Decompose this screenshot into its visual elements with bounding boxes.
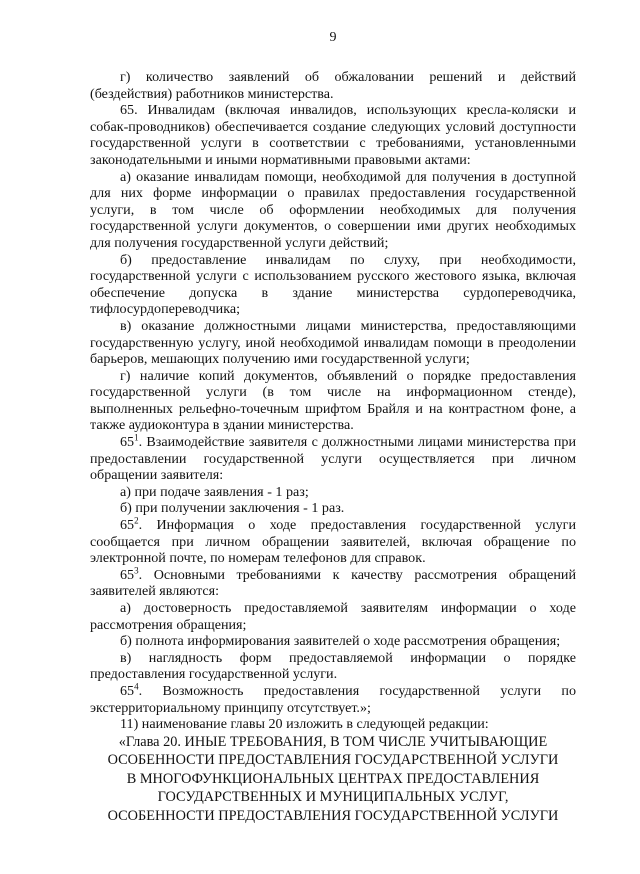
paragraph-text: г) наличие копий документов, объявлений о порядке предоставления государственной услуги (в том числе на информационном стенде), выполненных рельефно-точечным шрифтом Брайля и на контрастном фоне, а также аудиоконтура в здании министерства.: [90, 367, 576, 434]
paragraph: [90, 600, 576, 633]
paragraph: [90, 517, 576, 567]
body-text: [90, 69, 576, 733]
chapter-heading-line: ОСОБЕННОСТИ ПРЕДОСТАВЛЕНИЯ ГОСУДАРСТВЕННОЙ УСЛУГИ: [107, 752, 559, 769]
paragraph: [90, 650, 576, 683]
paragraph: [90, 567, 576, 600]
paragraph-number: $65^4$: [120, 681, 139, 699]
paragraph-text: а) при подаче заявления - 1 раз;: [120, 483, 309, 500]
paragraph-text: . Взаимодействие заявителя с должностными лицами министерства при предоставлении государственной услуги осуществляется при личном обращении заявителя:: [90, 434, 576, 484]
paragraph-text: . Возможность предоставления государственной услуги по экстерриториальному принципу отсутствует.»;: [90, 682, 576, 716]
paragraph-text: в) наглядность форм предоставляемой информации о порядке предоставления государственной услуги.: [90, 649, 576, 683]
paragraph: [90, 69, 576, 102]
paragraph: [90, 484, 576, 501]
paragraph-text: в) оказание должностными лицами министерства, предоставляющими государственную услугу, иной необходимой инвалидам помощи в преодолении барьеров, мешающих получению ими государственной услуги;: [90, 317, 576, 368]
paragraph-text: 11) наименование главы 20 изложить в следующей редакции:: [120, 716, 489, 733]
paragraph-text: 65. Инвалидам (включая инвалидов, использующих кресла-коляски и собак-проводников) обеспечивается создание следующих условий доступности государственной услуги в соответствии с требованиями, установленными законодательными и иными нормативными правовыми актами:: [90, 102, 576, 168]
chapter-heading-line: В МНОГОФУНКЦИОНАЛЬНЫХ ЦЕНТРАХ ПРЕДОСТАВЛЕНИЯ: [126, 770, 540, 787]
paragraph-number: $65^3$: [120, 565, 139, 583]
chapter-heading-line: «Глава 20. ИНЫЕ ТРЕБОВАНИЯ, В ТОМ ЧИСЛЕ УЧИТЫВАЮЩИЕ: [118, 733, 548, 750]
paragraph-number: $65^1$: [120, 432, 139, 451]
paragraph: [90, 633, 576, 650]
paragraph-text: г) количество заявлений об обжаловании решений и действий (бездействия) работников министерства.: [90, 69, 576, 102]
paragraph-number-superscript: 4: [134, 681, 139, 692]
paragraph-text: . Основными требованиями к качеству рассмотрения обращений заявителей являются:: [90, 566, 576, 600]
paragraph: [90, 318, 576, 368]
paragraph: [90, 368, 576, 434]
paragraph-text: б) полнота информирования заявителей о ходе рассмотрения обращения;: [120, 633, 561, 650]
paragraph: [90, 500, 576, 517]
chapter-heading: [90, 733, 576, 826]
paragraph: [90, 102, 576, 168]
chapter-heading-line: ГОСУДАРСТВЕННЫХ И МУНИЦИПАЛЬНЫХ УСЛУГ,: [157, 789, 509, 806]
paragraph: [90, 434, 576, 484]
paragraph-number: $65^2$: [120, 515, 139, 534]
paragraph-text: б) при получении заключения - 1 раз.: [120, 500, 345, 517]
paragraph-text: а) достоверность предоставляемой заявителям информации о ходе рассмотрения обращения;: [90, 600, 576, 633]
paragraph: [90, 683, 576, 716]
paragraph-text: б) предоставление инвалидам по слуху, при необходимости, государственной услуги с использованием русского жестового языка, включая обеспечение допуска в здание министерства сурдопереводчика, тифлосурдопереводчика;: [90, 251, 576, 318]
chapter-heading-line: ОСОБЕННОСТИ ПРЕДОСТАВЛЕНИЯ ГОСУДАРСТВЕННОЙ УСЛУГИ: [107, 807, 559, 824]
paragraph-number-superscript: 1: [134, 432, 139, 443]
page-number: 9: [329, 30, 337, 45]
paragraph-text: . Информация о ходе предоставления государственной услуги сообщается при личном обращении заявителей, включая обращение по электронной почте, по номерам телефонов для справок.: [90, 517, 576, 567]
paragraph: [90, 252, 576, 318]
paragraph: [90, 716, 576, 733]
paragraph: [90, 169, 576, 252]
paragraph-number-superscript: 3: [134, 565, 139, 576]
paragraph-text: а) оказание инвалидам помощи, необходимой для получения в доступной для них форме информации о правилах предоставления государственной услуги, в том числе об оформлении необходимых для получения государственной услуги документов, о совершении ими других необходимых для получения государственной услуги действий;: [90, 168, 576, 251]
paragraph-number-superscript: 2: [134, 515, 139, 526]
